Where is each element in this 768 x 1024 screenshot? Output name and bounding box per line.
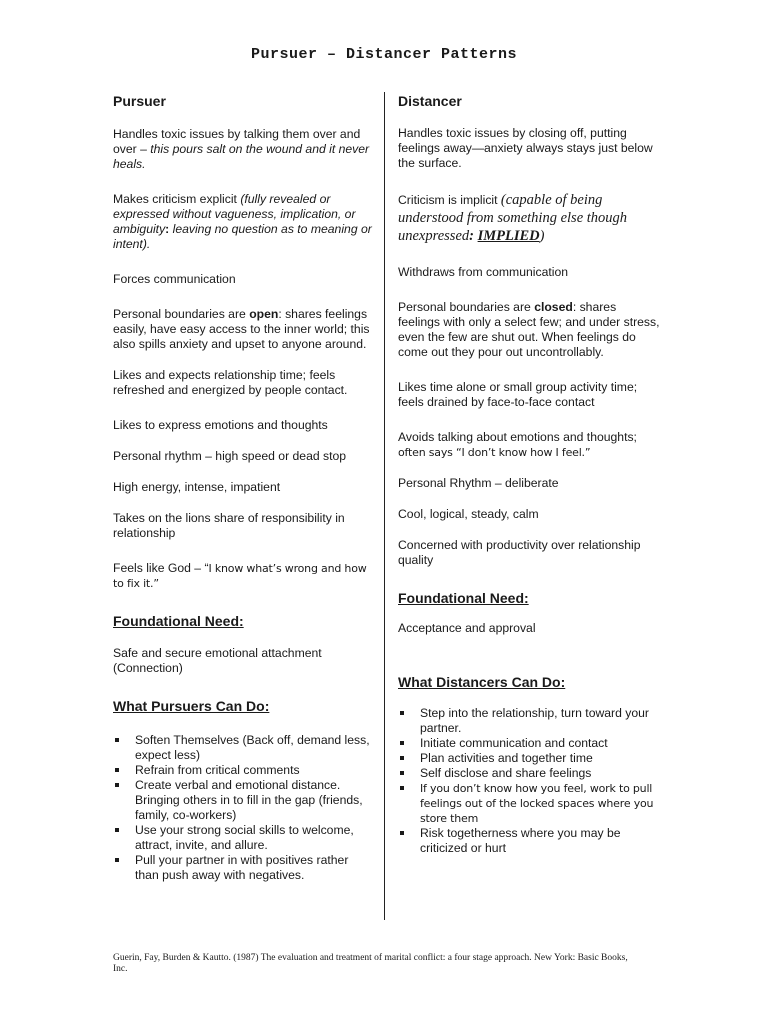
distancer-productivity: Concerned with productivity over relationship quality (398, 538, 641, 567)
pursuer-bound-text: Personal boundaries are (113, 307, 250, 321)
distancer-need: Acceptance and approval (398, 621, 536, 635)
list-item: Refrain from critical comments (113, 763, 375, 778)
distancer-bound-rest: : shares feelings with only a select few; and under stress, even the few are shut out. When feelings do come out they pour out uncontrollably. (398, 300, 660, 359)
list-item: Initiate communication and contact (398, 736, 660, 751)
distancer-column (398, 93, 660, 856)
pursuer-criticism (113, 192, 375, 252)
distancer-crit-implied: IMPLIED (477, 228, 540, 244)
pursuer-bound-rest: : shares feelings easily, have easy access to the inner world; this also spills anxiety and upset to anyone around. (113, 307, 370, 351)
list-item: Use your strong social skills to welcome, attract, invite, and allure. (113, 823, 375, 853)
list-item: Pull your partner in with positives rather than push away with negatives. (113, 853, 375, 883)
list-item: Create verbal and emotional distance. Bringing others in to fill in the gap (friends, family, co-workers) (113, 778, 375, 823)
pursuer-god-quote: I know what’s wrong and how to fix it.” (113, 562, 367, 590)
pursuer-boundaries (113, 307, 375, 352)
distancer-bound-closed: closed (534, 300, 573, 314)
distancer-need-heading: Foundational Need: (398, 590, 529, 606)
distancer-cando-list (398, 706, 660, 856)
pursuer-toxic-issues (113, 127, 375, 172)
distancer-avoids-quote: often says “I don’t know how I feel.” (398, 446, 591, 459)
pursuer-toxic-text: Handles toxic issues by talking them over and over – (113, 127, 361, 156)
distancer-heading: Distancer (398, 93, 462, 109)
pursuer-feels-like-god (113, 561, 375, 591)
distancer-avoids-text: Avoids talking about emotions and thoughts; (398, 430, 637, 444)
distancer-cool: Cool, logical, steady, calm (398, 507, 539, 521)
distancer-alone-time: Likes time alone or small group activity time; feels drained by face-to-face contact (398, 380, 638, 409)
pursuer-express-emotions: Likes to express emotions and thoughts (113, 418, 328, 432)
list-item: Soften Themselves (Back off, demand less, expect less) (113, 733, 375, 763)
pursuer-forces-communication: Forces communication (113, 272, 236, 286)
list-item: If you don’t know how you feel, work to pull feelings out of the locked spaces where you store them (398, 781, 660, 826)
distancer-avoids (398, 430, 660, 460)
pursuer-crit-text: Makes criticism explicit (113, 192, 241, 206)
distancer-boundaries (398, 300, 660, 360)
pursuer-crit-colon: : (165, 222, 170, 236)
column-divider (384, 92, 385, 920)
page-title: Pursuer – Distancer Patterns (250, 46, 518, 63)
distancer-bound-text: Personal boundaries are (398, 300, 535, 314)
pursuer-energy: High energy, intense, impatient (113, 480, 281, 494)
pursuer-rhythm: Personal rhythm – high speed or dead stop (113, 449, 347, 463)
distancer-criticism (398, 191, 660, 245)
pursuer-crit-italic: (fully revealed or expressed without vagueness, implication, or ambiguity (113, 192, 356, 236)
list-item: Risk togetherness where you may be criticized or hurt (398, 826, 660, 856)
pursuer-cando-list (113, 733, 375, 883)
pursuer-need: Safe and secure emotional attachment (Connection) (113, 646, 322, 675)
distancer-crit-close: ) (539, 228, 545, 244)
pursuer-relationship-time: Likes and expects relationship time; feels refreshed and energized by people contact. (113, 368, 348, 397)
pursuer-need-heading: Foundational Need: (113, 613, 244, 629)
pursuer-column (113, 93, 375, 883)
list-item: Self disclose and share feelings (398, 766, 660, 781)
distancer-crit-colon: : (469, 228, 478, 244)
pursuer-god-text: Feels like God – “ (113, 561, 209, 575)
distancer-rhythm: Personal Rhythm – deliberate (398, 476, 559, 490)
distancer-withdraws: Withdraws from communication (398, 265, 568, 279)
citation-footer: Guerin, Fay, Burden & Kautto. (1987) The evaluation and treatment of marital conflict: a four stage approach. New York: Basic Books, Inc. (113, 953, 628, 974)
pursuer-heading: Pursuer (113, 93, 166, 109)
distancer-cando-heading: What Distancers Can Do: (398, 674, 566, 690)
distancer-toxic-issues: Handles toxic issues by closing off, putting feelings away—anxiety always stays just below the surface. (398, 126, 653, 170)
pursuer-cando-heading: What Pursuers Can Do: (113, 698, 270, 714)
pursuer-crit-italic-end: leaving no question as to meaning or intent). (113, 222, 372, 251)
distancer-crit-text: Criticism is implicit (398, 193, 501, 207)
list-item: Plan activities and together time (398, 751, 660, 766)
pursuer-responsibility: Takes on the lions share of responsibility in relationship (113, 511, 345, 540)
list-item: Step into the relationship, turn toward your partner. (398, 706, 660, 736)
distancer-crit-italic: (capable of being understood from something else though unexpressed (398, 192, 628, 244)
pursuer-bound-open: open (249, 307, 279, 321)
pursuer-toxic-italic: this pours salt on the wound and it never heals. (113, 142, 370, 171)
